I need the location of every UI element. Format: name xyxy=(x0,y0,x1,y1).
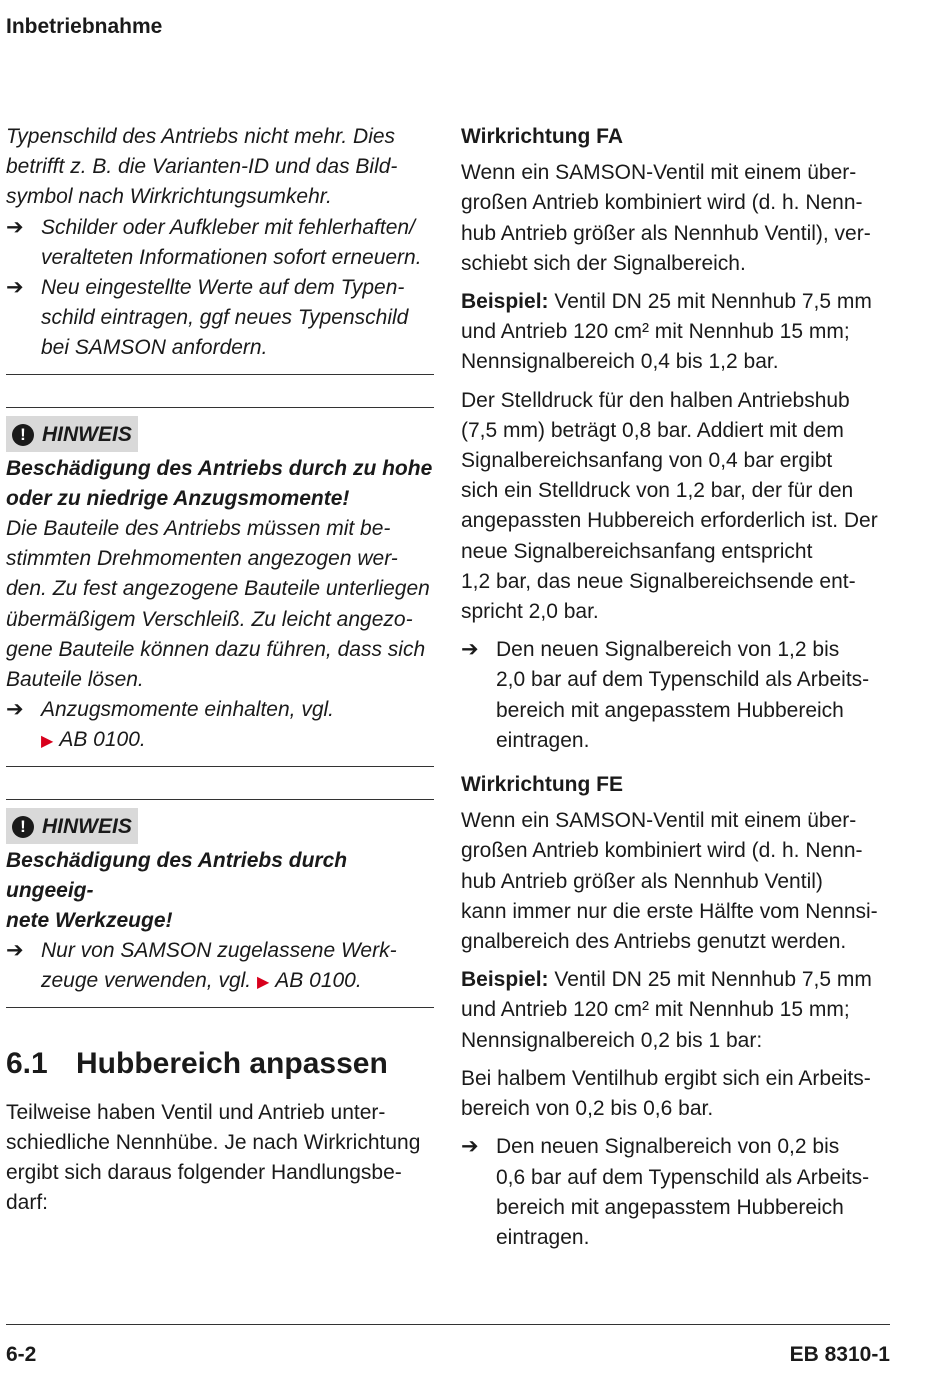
text-line: Nennsignalbereich 0,4 bis 1,2 bar. xyxy=(461,350,779,374)
exclamation-icon: ! xyxy=(12,816,34,838)
section-body xyxy=(6,1098,434,1219)
text-line: Bei halbem Ventilhub ergibt sich ein Arbeits- xyxy=(461,1066,871,1090)
text-line: spricht 2,0 bar. xyxy=(461,600,599,624)
exclamation-icon: ! xyxy=(12,424,34,446)
section-number: 6.1 xyxy=(6,1046,48,1080)
text-line: symbol nach Wirkrichtungsumkehr. xyxy=(6,185,332,209)
text-line: Bauteile lösen. xyxy=(6,668,144,692)
text-line: übermäßigem Verschleiß. Zu leicht angezo- xyxy=(6,607,413,631)
text-line: bei SAMSON anfordern. xyxy=(41,336,268,360)
notice-block xyxy=(6,408,434,758)
text-line: veralteten Informationen sofort erneuern. xyxy=(41,245,422,269)
text-line: Typenschild des Antriebs nicht mehr. Dies xyxy=(6,125,396,148)
arrow-right-icon: ➔ xyxy=(6,215,24,239)
text-line: Wenn ein SAMSON-Ventil mit einem über- xyxy=(461,161,857,185)
text-line: Den neuen Signalbereich von 0,2 bis xyxy=(496,1135,840,1159)
text-line: Neu eingestellte Werte auf dem Typen- xyxy=(41,276,405,300)
notice-badge xyxy=(6,416,138,452)
arrow-right-icon: ➔ xyxy=(6,698,24,722)
paragraph xyxy=(461,806,891,957)
arrow-right-icon: ➔ xyxy=(6,276,24,300)
text-line: nete Werkzeuge! xyxy=(6,909,173,933)
text-line: zeuge verwenden, vgl. xyxy=(41,969,252,993)
bullet-item xyxy=(6,695,434,757)
text-line: 2,0 bar auf dem Typenschild als Arbeits- xyxy=(496,668,870,692)
text-line: neue Signalbereichsanfang entspricht xyxy=(461,539,813,563)
text-line: bereich mit angepasstem Hubbereich xyxy=(496,1195,844,1219)
example-paragraph xyxy=(461,287,891,378)
text-line: eintragen. xyxy=(496,728,590,752)
text-line: großen Antrieb kombiniert wird (d. h. Nenn- xyxy=(461,191,863,215)
paragraph xyxy=(461,158,891,279)
notice-label: HINWEIS xyxy=(42,422,132,446)
notice-label: HINWEIS xyxy=(42,814,132,838)
reference-triangle-icon: ▶ xyxy=(41,733,54,751)
text-line: bereich mit angepasstem Hubbereich xyxy=(496,698,844,722)
text-line: sich ein Stelldruck von 1,2 bar, der für den xyxy=(461,479,854,503)
text-line: kann immer nur die erste Hälfte vom Nennsi- xyxy=(461,899,878,923)
text-line: Ventil DN 25 mit Nennhub 7,5 mm xyxy=(548,290,872,314)
text-line: Ventil DN 25 mit Nennhub 7,5 mm xyxy=(548,968,872,992)
text-line: Schilder oder Aufkleber mit fehlerhaften/ xyxy=(41,215,415,239)
arrow-right-icon: ➔ xyxy=(461,1135,479,1159)
text-line: (7,5 mm) beträgt 0,8 bar. Addiert mit dem xyxy=(461,418,844,442)
text-line: gene Bauteile können dazu führen, dass sich xyxy=(6,637,426,661)
notice-body xyxy=(6,514,434,695)
intro-text xyxy=(6,122,434,213)
footer-divider xyxy=(6,1324,890,1325)
text-line: Wenn ein SAMSON-Ventil mit einem über- xyxy=(461,809,857,833)
text-line: Der Stelldruck für den halben Antriebshub xyxy=(461,388,850,412)
divider xyxy=(6,374,434,375)
text-line: Nur von SAMSON zugelassene Werk- xyxy=(41,939,397,963)
text-line: ergibt sich daraus folgender Handlungsbe- xyxy=(6,1161,402,1185)
arrow-right-icon: ➔ xyxy=(461,638,479,662)
text-line: oder zu niedrige Anzugsmomente! xyxy=(6,486,350,510)
bullet-item xyxy=(461,635,891,756)
document-id: EB 8310-1 xyxy=(789,1343,890,1366)
right-column xyxy=(461,122,891,1253)
text-line: schiedliche Nennhübe. Je nach Wirkrichtung xyxy=(6,1130,421,1154)
page-header: Inbetriebnahme xyxy=(6,15,163,38)
text-line: darf: xyxy=(6,1191,49,1215)
notice-title xyxy=(6,846,434,937)
paragraph xyxy=(461,1064,891,1124)
notice-title xyxy=(6,454,434,514)
arrow-right-icon: ➔ xyxy=(6,939,24,963)
example-label: Beispiel: xyxy=(461,290,549,314)
subheading-fa: Wirkrichtung FA xyxy=(461,125,623,148)
bullet-item xyxy=(6,936,434,998)
divider xyxy=(6,766,434,767)
notice-badge xyxy=(6,808,138,844)
text-line: Beschädigung des Antriebs durch zu hohe xyxy=(6,456,433,480)
text-line: hub Antrieb größer als Nennhub Ventil), ver- xyxy=(461,221,871,245)
text-line: gnalbereich des Antriebs genutzt werden. xyxy=(461,930,847,954)
text-line: Anzugsmomente einhalten, vgl. xyxy=(41,698,335,722)
text-line: Teilweise haben Ventil und Antrieb unter- xyxy=(6,1100,386,1124)
paragraph xyxy=(461,386,891,628)
example-paragraph xyxy=(461,965,891,1056)
text-line: Die Bauteile des Antriebs müssen mit be- xyxy=(6,517,391,541)
text-line: Nennsignalbereich 0,2 bis 1 bar: xyxy=(461,1028,763,1052)
text-line: großen Antrieb kombiniert wird (d. h. Nenn- xyxy=(461,839,863,863)
text-line: angepassten Hubbereich erforderlich ist. Der xyxy=(461,509,878,533)
text-line: Signalbereichsanfang von 0,4 bar ergibt xyxy=(461,449,833,473)
text-line: betrifft z. B. die Varianten-ID und das Bild- xyxy=(6,155,398,179)
notice-block xyxy=(6,800,434,999)
text-line: schiebt sich der Signalbereich. xyxy=(461,251,746,275)
section-heading xyxy=(6,1046,434,1082)
divider xyxy=(6,1007,434,1008)
subheading-fe: Wirkrichtung FE xyxy=(461,773,623,797)
page-number: 6-2 xyxy=(6,1343,37,1366)
reference-link[interactable]: AB 0100. xyxy=(275,969,362,993)
text-line: und Antrieb 120 cm² mit Nennhub 15 mm; xyxy=(461,998,850,1022)
left-column xyxy=(6,122,434,1218)
text-line: Den neuen Signalbereich von 1,2 bis xyxy=(496,638,840,662)
text-line: 0,6 bar auf dem Typenschild als Arbeits- xyxy=(496,1165,870,1189)
text-line: eintragen. xyxy=(496,1225,590,1249)
text-line: hub Antrieb größer als Nennhub Ventil) xyxy=(461,869,823,893)
text-line: Beschädigung des Antriebs durch ungeeig- xyxy=(6,848,348,902)
bullet-item xyxy=(461,1132,891,1253)
text-line: schild eintragen, ggf neues Typenschild xyxy=(41,306,409,330)
text-line: stimmten Drehmomenten angezogen wer- xyxy=(6,547,398,571)
reference-triangle-icon: ▶ xyxy=(256,974,270,992)
text-line: den. Zu fest angezogene Bauteile unterliegen xyxy=(6,577,430,601)
section-title: Hubbereich anpassen xyxy=(76,1046,388,1080)
reference-link[interactable]: AB 0100. xyxy=(59,728,146,752)
text-line: bereich von 0,2 bis 0,6 bar. xyxy=(461,1097,714,1121)
text-line: 1,2 bar, das neue Signalbereichsende ent- xyxy=(461,569,856,593)
bullet-item xyxy=(6,213,434,273)
example-label: Beispiel: xyxy=(461,968,549,992)
bullet-item xyxy=(6,273,434,364)
text-line: und Antrieb 120 cm² mit Nennhub 15 mm; xyxy=(461,320,850,344)
